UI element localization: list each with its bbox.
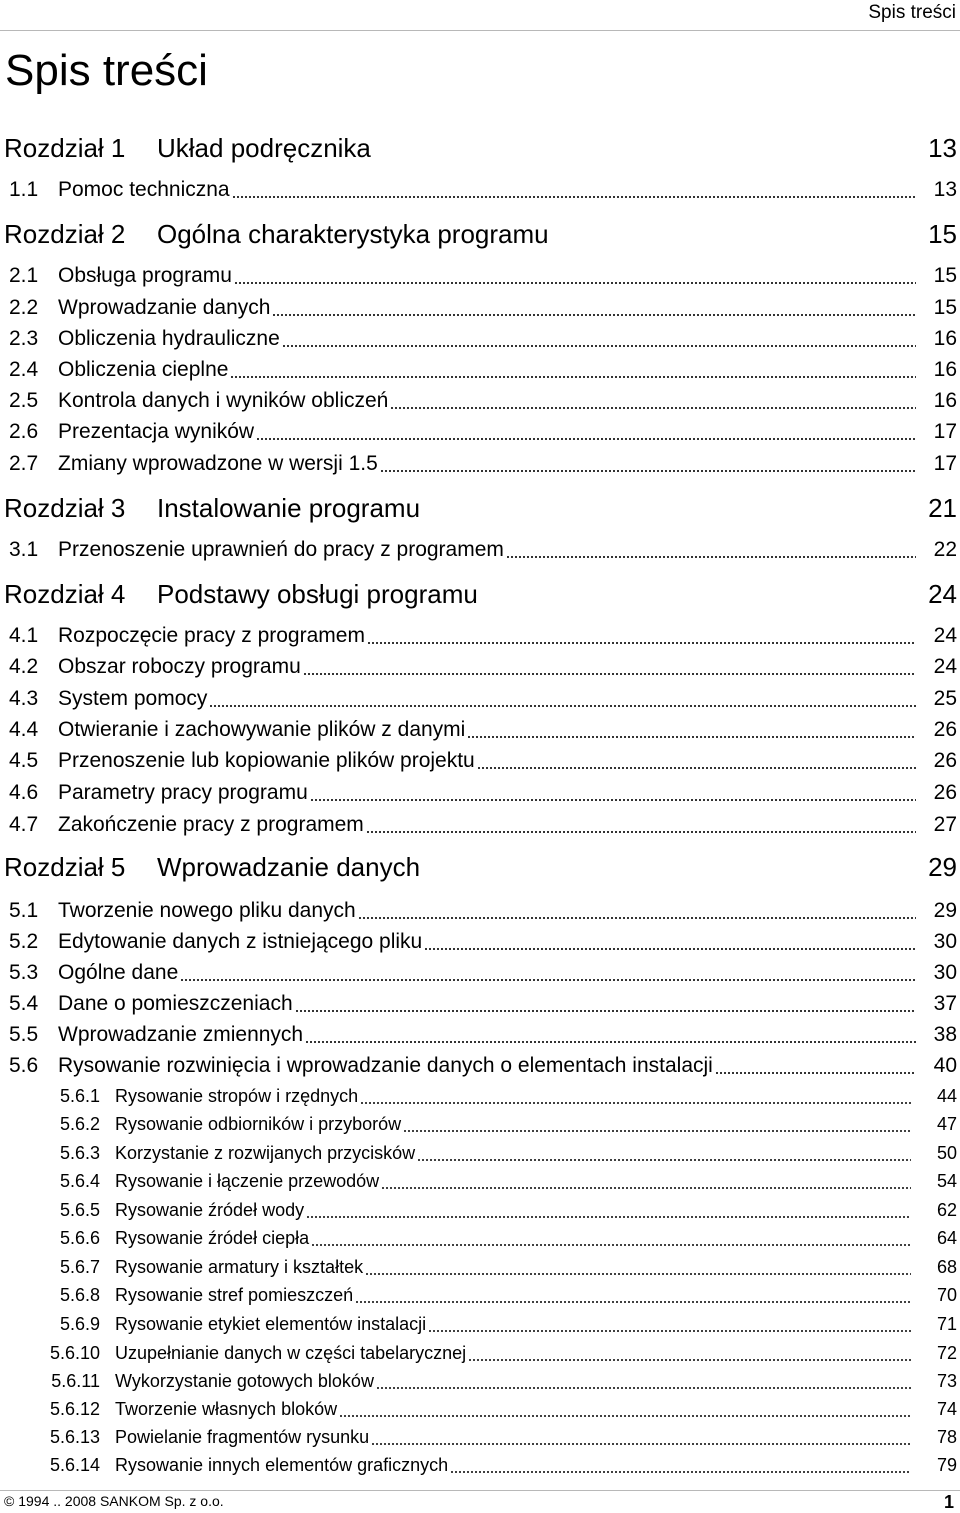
entry-number: 5.3 [9,961,39,984]
chapter-number: Rozdział 1 [4,133,126,163]
toc-section-entry[interactable] [0,1021,960,1049]
toc-subsection-entry[interactable] [0,1197,960,1223]
dot-leader [450,1471,911,1473]
entry-title: Obsługa programu [58,264,232,287]
entry-number: 4.4 [9,718,39,741]
entry-leader [115,1396,913,1422]
page-title: Spis treści [5,46,208,95]
toc-subsection-entry[interactable] [0,1396,960,1422]
dot-leader [295,1010,916,1012]
entry-page: 47 [936,1114,957,1134]
footer-copyright: © 1994 .. 2008 SANKOM Sp. z o.o. [4,1493,224,1509]
entry-title: Przenoszenie lub kopiowanie plików projektu [58,749,475,772]
toc-section-entry[interactable] [0,685,960,713]
entry-number: 5.6.4 [59,1171,100,1191]
dot-leader [477,767,916,769]
entry-page: 30 [933,961,957,984]
entry-number: 2.3 [9,327,39,350]
toc-section-entry[interactable] [0,325,960,353]
entry-number: 4.6 [9,781,39,804]
toc-section-entry[interactable] [0,450,960,478]
toc-section-entry[interactable] [0,356,960,384]
entry-number: 5.6.1 [59,1086,100,1106]
entry-page: 38 [933,1023,957,1046]
entry-leader [115,1254,913,1280]
dot-leader [230,376,916,378]
entry-number: 5.6.7 [59,1257,100,1277]
entry-title: Rysowanie i łączenie przewodów [115,1171,380,1191]
entry-page: 78 [936,1427,957,1447]
entry-leader [58,325,918,353]
entry-page: 29 [933,899,957,922]
entry-number: 4.2 [9,655,39,678]
dot-leader [424,948,916,950]
entry-leader [58,418,918,446]
entry-number: 4.1 [9,624,39,647]
entry-title: Rysowanie odbiorników i przyborów [115,1114,402,1134]
chapter-title: Podstawy obsługi programu [157,579,478,609]
toc-section-entry[interactable] [0,418,960,446]
dot-leader [381,1187,911,1189]
entry-page: 27 [933,813,957,836]
toc-chapter-entry[interactable] [0,851,960,883]
chapter-title: Instalowanie programu [157,493,421,523]
entry-page: 74 [936,1399,957,1419]
entry-leader [115,1225,913,1251]
toc-subsection-entry[interactable] [0,1311,960,1337]
chapter-number: Rozdział 4 [4,579,126,609]
entry-page: 70 [936,1285,957,1305]
chapter-page: 29 [928,852,957,882]
entry-title: Dane o pomieszczeniach [58,992,293,1015]
entry-number: 5.4 [9,992,39,1015]
entry-title: Obliczenia hydrauliczne [58,327,280,350]
entry-page: 15 [933,264,957,287]
dot-leader [282,345,916,347]
toc-section-entry[interactable] [0,990,960,1018]
entry-page: 17 [933,420,957,443]
entry-leader [58,176,918,204]
dot-leader [390,407,916,409]
chapter-page: 15 [928,219,957,249]
dot-leader [232,196,916,198]
toc-chapter-entry[interactable] [0,578,960,610]
entry-page: 17 [933,452,957,475]
toc-section-entry[interactable] [0,176,960,204]
toc-subsection-entry[interactable] [0,1368,960,1394]
entry-number: 2.1 [9,264,39,287]
dot-leader [366,831,916,833]
toc-subsection-entry[interactable] [0,1340,960,1366]
entry-leader [58,387,918,415]
toc-section-entry[interactable] [0,779,960,807]
dot-leader [209,705,916,707]
entry-title: Rysowanie źródeł wody [115,1200,305,1220]
entry-number: 2.2 [9,296,39,319]
chapter-page: 21 [928,493,957,523]
toc-section-entry[interactable] [0,387,960,415]
footer-page-number: 1 [943,1492,954,1512]
entry-page: 64 [936,1228,957,1248]
dot-leader [234,282,916,284]
entry-title: Tworzenie nowego pliku danych [58,899,356,922]
entry-leader [58,1052,918,1080]
entry-leader [115,1452,913,1478]
chapter-number: Rozdział 2 [4,219,126,249]
dot-leader [256,438,916,440]
chapter-page: 13 [928,133,957,163]
entry-leader [58,716,918,744]
entry-page: 16 [933,389,957,412]
dot-leader [376,1387,911,1389]
dot-leader [367,642,916,644]
toc-section-entry[interactable] [0,1052,960,1080]
dot-leader [715,1072,916,1074]
entry-title: Obszar roboczy programu [58,655,301,678]
entry-number: 5.2 [9,930,39,953]
toc-section-entry[interactable] [0,811,960,839]
dot-leader [272,314,916,316]
entry-title: Przenoszenie uprawnień do pracy z programem [58,538,504,561]
chapter-title: Ogólna charakterystyka programu [157,219,549,249]
entry-number: 5.6.5 [59,1200,100,1220]
dot-leader [380,470,916,472]
toc-subsection-entry[interactable] [0,1111,960,1137]
entry-leader [115,1311,913,1337]
entry-number: 5.6.6 [59,1228,100,1248]
entry-number: 5.6.10 [49,1343,100,1363]
entry-title: Wykorzystanie gotowych bloków [115,1371,374,1391]
entry-number: 5.6.11 [51,1371,100,1391]
entry-leader [58,536,918,564]
entry-title: Prezentacja wyników [58,420,255,443]
running-header: Spis treści [868,2,956,23]
chapter-title: Układ podręcznika [157,133,371,163]
toc-subsection-entry[interactable] [0,1168,960,1194]
entry-title: Kontrola danych i wyników obliczeń [58,389,389,412]
toc-subsection-entry[interactable] [0,1452,960,1478]
entry-leader [58,959,918,987]
entry-page: 24 [933,624,957,647]
entry-number: 5.6.13 [49,1427,100,1447]
entry-leader [58,1021,918,1049]
entry-page: 26 [933,749,957,772]
entry-leader [58,356,918,384]
toc-section-entry[interactable] [0,897,960,925]
dot-leader [371,1443,911,1445]
entry-leader [115,1111,913,1137]
dot-leader [311,1244,911,1246]
toc-section-entry[interactable] [0,716,960,744]
toc-subsection-entry[interactable] [0,1424,960,1450]
chapter-title: Wprowadzanie danych [157,852,421,882]
entry-page: 26 [933,781,957,804]
entry-leader [58,294,918,322]
entry-number: 5.6 [9,1054,39,1077]
dot-leader [506,556,916,558]
entry-leader [58,779,918,807]
toc-section-entry[interactable] [0,928,960,956]
toc-subsection-entry[interactable] [0,1083,960,1109]
entry-title: Rysowanie armatury i kształtek [115,1257,364,1277]
entry-title: Otwieranie i zachowywanie plików z danymi [58,718,466,741]
toc-subsection-entry[interactable] [0,1225,960,1251]
toc-subsection-entry[interactable] [0,1140,960,1166]
footer-rule [0,1490,960,1491]
toc-section-entry[interactable] [0,536,960,564]
entry-page: 72 [936,1343,957,1363]
dot-leader [417,1159,911,1161]
entry-title: Rysowanie źródeł ciepła [115,1228,310,1248]
entry-page: 30 [933,930,957,953]
dot-leader [310,799,916,801]
entry-title: Powielanie fragmentów rysunku [115,1427,370,1447]
entry-number: 5.5 [9,1023,39,1046]
entry-page: 54 [936,1171,957,1191]
entry-leader [58,990,918,1018]
entry-page: 16 [933,358,957,381]
entry-leader [115,1424,913,1450]
entry-title: Rysowanie innych elementów graficznych [115,1455,449,1475]
entry-title: Parametry pracy programu [58,781,308,804]
entry-title: Zmiany wprowadzone w wersji 1.5 [58,452,378,475]
entry-number: 5.6.2 [59,1114,100,1134]
entry-page: 40 [933,1054,957,1077]
entry-title: Wprowadzanie danych [58,296,271,319]
entry-title: Korzystanie z rozwijanych przycisków [115,1143,416,1163]
entry-leader [115,1197,913,1223]
entry-page: 71 [936,1314,957,1334]
entry-title: Pomoc techniczna [58,178,230,201]
entry-page: 79 [936,1455,957,1475]
toc-subsection-entry[interactable] [0,1282,960,1308]
entry-number: 5.1 [9,899,39,922]
entry-page: 16 [933,327,957,350]
entry-number: 1.1 [9,178,39,201]
entry-title: Rysowanie etykiet elementów instalacji [115,1314,427,1334]
entry-leader [58,811,918,839]
dot-leader [306,1216,911,1218]
entry-number: 4.3 [9,687,39,710]
entry-number: 5.6.12 [49,1399,100,1419]
dot-leader [180,979,916,981]
entry-number: 5.6.8 [59,1285,100,1305]
entry-number: 5.6.9 [59,1314,100,1334]
entry-page: 13 [933,178,957,201]
dot-leader [339,1415,911,1417]
entry-leader [58,622,918,650]
entry-page: 62 [936,1200,957,1220]
toc-chapter-entry[interactable] [0,132,960,164]
entry-leader [58,897,918,925]
entry-leader [58,747,918,775]
entry-title: Tworzenie własnych bloków [115,1399,338,1419]
entry-number: 4.7 [9,813,39,836]
entry-title: Rysowanie rozwinięcia i wprowadzanie danych o elementach instalacji [58,1054,713,1077]
entry-title: Ogólne dane [58,961,179,984]
entry-title: Uzupełnianie danych w części tabelarycznej [115,1343,467,1363]
entry-leader [115,1282,913,1308]
entry-number: 3.1 [9,538,39,561]
dot-leader [365,1273,911,1275]
entry-leader [58,262,918,290]
entry-number: 2.4 [9,358,39,381]
entry-number: 2.6 [9,420,39,443]
dot-leader [305,1041,916,1043]
entry-page: 73 [936,1371,957,1391]
chapter-number: Rozdział 5 [4,852,126,882]
entry-title: Rozpoczęcie pracy z programem [58,624,365,647]
entry-page: 25 [933,687,957,710]
entry-leader [115,1083,913,1109]
entry-title: Rysowanie stref pomieszczeń [115,1285,354,1305]
dot-leader [428,1330,911,1332]
entry-leader [115,1168,913,1194]
entry-leader [58,653,918,681]
toc-chapter-entry[interactable] [0,492,960,524]
toc-section-entry[interactable] [0,653,960,681]
entry-page: 22 [933,538,957,561]
toc-section-entry[interactable] [0,747,960,775]
dot-leader [303,673,916,675]
entry-number: 5.6.14 [49,1455,100,1475]
dot-leader [403,1130,911,1132]
entry-number: 2.7 [9,452,39,475]
toc-subsection-entry[interactable] [0,1254,960,1280]
entry-leader [115,1368,913,1394]
entry-leader [115,1340,913,1366]
entry-title: Edytowanie danych z istniejącego pliku [58,930,423,953]
entry-page: 37 [933,992,957,1015]
entry-title: Rysowanie stropów i rzędnych [115,1086,359,1106]
entry-leader [58,928,918,956]
toc-section-entry[interactable] [0,262,960,290]
dot-leader [360,1102,911,1104]
chapter-page: 24 [928,579,957,609]
entry-title: System pomocy [58,687,208,710]
entry-page: 26 [933,718,957,741]
entry-number: 2.5 [9,389,39,412]
chapter-number: Rozdział 3 [4,493,126,523]
entry-page: 44 [936,1086,957,1106]
toc-section-entry[interactable] [0,959,960,987]
dot-leader [355,1301,911,1303]
entry-number: 4.5 [9,749,39,772]
entry-page: 15 [933,296,957,319]
dot-leader [358,917,916,919]
entry-title: Wprowadzanie zmiennych [58,1023,304,1046]
entry-page: 24 [933,655,957,678]
entry-title: Zakończenie pracy z programem [58,813,364,836]
dot-leader [468,1359,911,1361]
entry-leader [115,1140,913,1166]
entry-number: 5.6.3 [59,1143,100,1163]
dot-leader [467,736,916,738]
toc-section-entry[interactable] [0,622,960,650]
toc-section-entry[interactable] [0,294,960,322]
entry-leader [58,685,918,713]
entry-leader [58,450,918,478]
entry-page: 68 [936,1257,957,1277]
entry-page: 50 [936,1143,957,1163]
entry-title: Obliczenia cieplne [58,358,229,381]
toc-chapter-entry[interactable] [0,218,960,250]
